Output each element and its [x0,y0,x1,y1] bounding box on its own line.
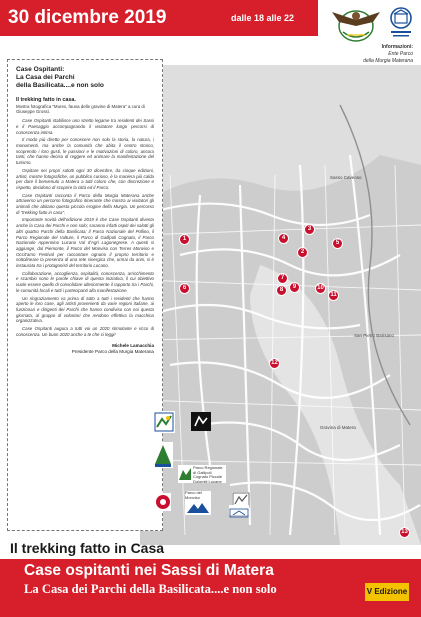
contact-title: Informazioni: [381,44,413,50]
partner-label-monviso: Parco del Monviso [185,490,202,500]
unesco-logo [387,6,415,40]
paragraph: Un ringraziamento va prima di tutto a tutti i residenti che hanno aperto le loro case, agli artisti provenienti da varie regioni italiane, ai funzionari e dirigenti dei Parchi che hanno condiviso con noi questa giornata, al gruppo di volontari che rendono effettiva la macchina organizzativa. [16,295,154,324]
partner-logo-unesco-small [229,505,249,515]
map-marker[interactable]: 8 [276,285,287,296]
map-marker[interactable]: 3 [304,224,315,235]
map-marker[interactable]: 6 [179,283,190,294]
partner-logo-monviso [185,491,211,515]
map-marker[interactable]: 7 [277,273,288,284]
map-marker[interactable]: 9 [289,282,300,293]
partner-logo-pollino [153,442,173,468]
partner-logo-gallipoli [178,465,226,483]
paragraph: Case Ospitanti stabilisce uno stretto legame tra residenti dei Sassi e il Paesaggio accompagnando il visitatore lungo percorsi di conoscenza intima. [16,118,154,135]
map-marker[interactable]: 10 [315,283,326,294]
event-date: 30 dicembre 2019 [8,7,167,28]
section-title: Il trekking fatto in casa. [16,97,76,103]
partner-label-gallipoli: Parco Regionale di Gallipoli Cognato Piccole Dolomiti Lucane [193,465,223,484]
map-label-san-pietro: San Pietro Barisano [354,333,395,338]
map-marker[interactable]: 5 [332,238,343,249]
map-marker[interactable]: 11 [328,290,339,301]
paragraph: Collaborazione, accoglienza, ospitalità, conoscenza, arricchimento e scambio sono le parole chiave di questa iniziativa, il cui obiettivo vuole essere quello di consolidare ulteriormente il rapporto tra i Parchi, le comunità locali e tutti i partecipanti alla manifestazione. [16,270,154,293]
panel-title-line2: La Casa dei Parchi [16,74,75,81]
signature-name: Michele Lamacchia [112,342,154,348]
paragraph: Importante novità dell'edizione 2019 è che Case Ospitanti diventa anche la Casa dei Parchi e non solo; saranno infatti ospiti dei salotti gli altri quattro Parchi della Basilicata: il Parco Nazionale del Pollino, il Parco Regionale del Vulture, il Parco di Gallipoli Cognato, il Parco Nazionale Appennino Lucano Val d'Agri Lagonegrese. A questi si aggiunge, dal Piemonte, il Parco del Monviso con Terres Monviso e Occit'amo Festival per raccontare ognuno il proprio territorio e sottolineare la presenza di una rete sinergica che, ormai da anni, si è instaurata tra i protagonisti del territorio Lucano. [16,217,154,269]
partner-logo-lucania [153,411,175,433]
paragraph: Case Ospitanti racconta il Parco della Murgia Materana anche attraverso un percorso fotografico itinerante che mostra ai visitatori gli animali che abitano questa piccola erogine della Murgia. Un percorso di "trekking fatto in casa". [16,192,154,215]
contact-org-line2: della Murgia Materana [363,58,413,64]
partner-logo-black [191,412,211,431]
map-marker[interactable]: 13 [399,527,410,538]
signature [16,343,154,355]
panel-title-line1: Case Ospitanti: [16,66,65,73]
footer-subtitle: La Casa dei Parchi della Basilicata....e non solo [24,582,277,596]
map-marker[interactable]: 4 [278,233,289,244]
map-marker[interactable]: 2 [297,247,308,258]
panel-title-line3: della Basilicata....e non solo [16,82,104,89]
map-label-gravina: Gravina di Matera [320,425,356,430]
map-marker[interactable]: 12 [269,358,280,369]
intro-text: Mostra fotografica "Murex, fauna delle gravine di Matera" a cura di Giuseppe Grossi. [16,103,145,115]
map-marker[interactable]: 1 [179,234,190,245]
partner-logo-rosso [155,493,171,511]
signature-role: Presidente Parco della Murgia Materana [71,348,154,354]
footer-title: Case ospitanti nei Sassi di Matera [24,562,274,579]
event-time: dalle 18 alle 22 [231,13,295,23]
park-eagle-logo [329,2,383,44]
paragraph: Case Ospitanti augura a tutti voi un 2020 stimolante e ricco di conoscenza. Un buon 2020 anche a te che ci leggi! [16,326,154,337]
contact-org-line1: Ente Parco [388,51,413,57]
panel-title [16,66,154,90]
paragraph: Ospitare nei propri salotti ogni 30 dicembre, da cinque edizioni, artisti, mostre fotografiche, un pubblico curioso, è la maniera più calda per dare il benvenuto a Matera a tutti coloro che, con discrezione e rispetto, decidono di scoprire la città ed il Parco. [16,167,154,190]
map-label-sasso: Sasso Caveoso [330,175,362,180]
paragraph: Il modo più diretto per conoscere non solo la storia, la natura, i monumenti, ma anche la comunità che abita il centro storico, scoprendo i loro gusti, le passioni e le motivazioni di coloro, ancora tanti, che hanno deciso di reggere ed animare la manifestazione del turismo. [16,137,154,166]
text-panel [7,59,163,531]
trekking-heading: Il trekking fatto in Casa [10,540,165,556]
edition-badge: V Edizione [365,583,409,601]
